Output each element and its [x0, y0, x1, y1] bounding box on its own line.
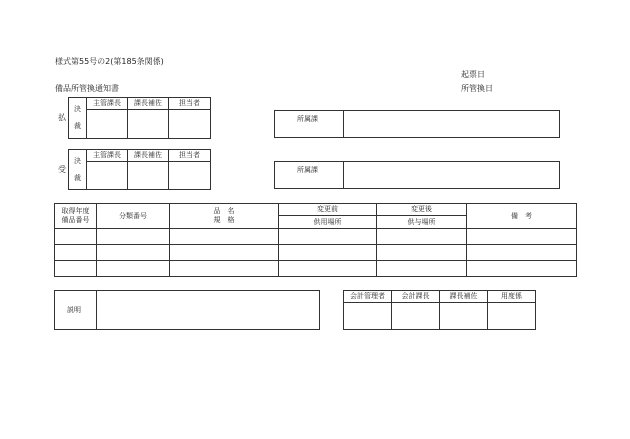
- accounting-col-supply: 用度係: [488, 291, 536, 303]
- header-class: 分類番号: [97, 204, 170, 229]
- explanation-box: [54, 290, 320, 330]
- receive-col-staff: 担当者: [169, 150, 211, 162]
- table-cell[interactable]: [467, 261, 577, 277]
- receive-dept-field[interactable]: [344, 162, 559, 188]
- table-cell[interactable]: [97, 245, 170, 261]
- receive-dept-box: [274, 161, 560, 189]
- table-cell[interactable]: [170, 261, 279, 277]
- table-cell[interactable]: [377, 229, 467, 245]
- draft-date-label: 起票日: [461, 70, 485, 79]
- receive-side-label: 受: [58, 165, 66, 174]
- dispatch-stamp-chief[interactable]: [87, 110, 128, 139]
- dispatch-dept-box: [274, 110, 560, 138]
- header-after: 変更後: [377, 204, 467, 216]
- table-cell[interactable]: [97, 261, 170, 277]
- table-row: [55, 229, 577, 245]
- dispatch-decision-label-1: 決: [74, 105, 81, 114]
- header-before: 変更前: [279, 204, 377, 216]
- accounting-col-deputy: 課長補佐: [440, 291, 488, 303]
- receive-approval-table: [68, 149, 211, 190]
- header-item-number: 備品番号: [61, 216, 90, 224]
- header-remarks: 備 考: [467, 204, 577, 229]
- table-cell[interactable]: [55, 245, 97, 261]
- dispatch-dept-field[interactable]: [344, 111, 559, 137]
- accounting-stamp-chief[interactable]: [392, 303, 440, 330]
- table-cell[interactable]: [170, 229, 279, 245]
- accounting-stamp-supply[interactable]: [488, 303, 536, 330]
- dispatch-col-chief: 主管課長: [87, 98, 128, 110]
- form-number: 様式第55号の2(第185条関係): [55, 57, 164, 66]
- receive-stamp-staff[interactable]: [169, 162, 211, 190]
- receive-decision-label-2: 裁: [74, 173, 81, 182]
- document-title: 備品所管換通知書: [55, 84, 119, 93]
- header-before-place: 供用場所: [279, 216, 377, 229]
- receive-col-deputy: 課長補佐: [128, 150, 169, 162]
- table-cell[interactable]: [377, 245, 467, 261]
- accounting-approval-table: [343, 290, 536, 330]
- receive-stamp-chief[interactable]: [87, 162, 128, 190]
- dispatch-col-deputy: 課長補佐: [128, 98, 169, 110]
- receive-dept-label: 所属課: [297, 166, 318, 174]
- table-cell[interactable]: [377, 261, 467, 277]
- dispatch-side-label: 払: [58, 113, 66, 122]
- table-cell[interactable]: [55, 261, 97, 277]
- header-after-place: 供与場所: [377, 216, 467, 229]
- accounting-col-chief: 会計課長: [392, 291, 440, 303]
- receive-decision-label-1: 決: [74, 156, 81, 165]
- receive-decision-cell: [69, 150, 87, 190]
- dispatch-approval-table: [68, 97, 211, 139]
- header-item-name: 品 名: [213, 207, 235, 216]
- explanation-field[interactable]: [97, 291, 319, 329]
- accounting-stamp-manager[interactable]: [344, 303, 392, 330]
- table-cell[interactable]: [467, 245, 577, 261]
- dispatch-stamp-staff[interactable]: [169, 110, 211, 139]
- header-spec: 規 格: [213, 216, 235, 224]
- table-cell[interactable]: [279, 261, 377, 277]
- table-cell[interactable]: [170, 245, 279, 261]
- items-table: [54, 203, 577, 277]
- dispatch-dept-label: 所属課: [297, 115, 318, 123]
- accounting-col-manager: 会計管理者: [344, 291, 392, 303]
- dispatch-col-staff: 担当者: [169, 98, 211, 110]
- header-item-spec: [170, 204, 279, 229]
- header-year-number: [55, 204, 97, 229]
- dispatch-stamp-deputy[interactable]: [128, 110, 169, 139]
- explanation-label: 説明: [67, 306, 81, 314]
- receive-col-chief: 主管課長: [87, 150, 128, 162]
- table-cell[interactable]: [467, 229, 577, 245]
- receive-stamp-deputy[interactable]: [128, 162, 169, 190]
- dispatch-decision-cell: [69, 98, 87, 139]
- transfer-date-label: 所管換日: [461, 84, 493, 93]
- dispatch-decision-label-2: 裁: [74, 122, 81, 130]
- table-row: [55, 245, 577, 261]
- table-cell[interactable]: [97, 229, 170, 245]
- table-cell[interactable]: [279, 245, 377, 261]
- table-row: [55, 261, 577, 277]
- accounting-stamp-deputy[interactable]: [440, 303, 488, 330]
- table-cell[interactable]: [55, 229, 97, 245]
- header-year: 取得年度: [61, 207, 90, 216]
- table-cell[interactable]: [279, 229, 377, 245]
